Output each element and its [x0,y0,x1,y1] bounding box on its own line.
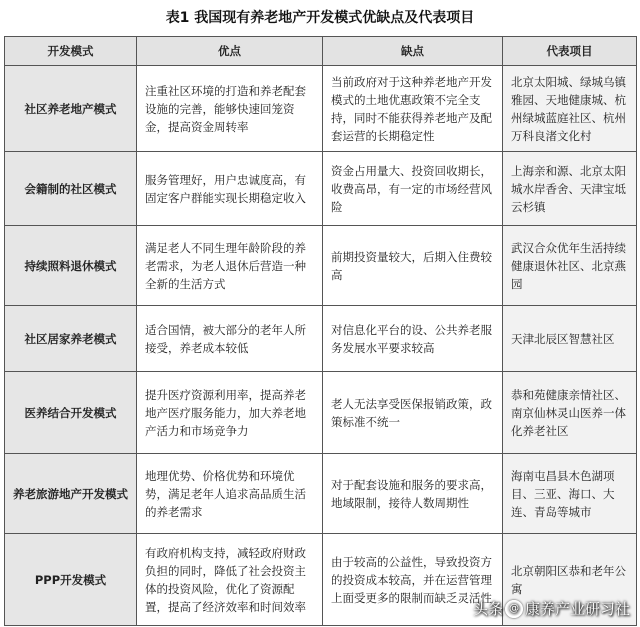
table-row [5,226,637,306]
row-pros: 满足老人不同生理年龄阶段的养老需求，为老人退休后营造一种全新的生活方式 [137,226,323,306]
header-projects: 代表项目 [503,37,637,66]
table-row [5,306,637,372]
header-model: 开发模式 [5,37,137,66]
watermark-account: 康养产业研习社 [524,600,630,618]
row-cons: 当前政府对于这种养老地产开发模式的土地优惠政策不完全支持，同时不能获得养老地产及配套运营的长期稳定性 [323,66,503,152]
table-row [5,66,637,152]
row-pros: 有政府机构支持，减轻政府财政负担的同时，降低了社会投资主体的投资风险，优化了资源配置，提高了经济效率和时间效率 [137,534,323,626]
watermark-prefix: 头条 [472,600,503,618]
row-cons: 前期投资量较大，后期入住费较高 [323,226,503,306]
row-projects: 北京太阳城、绿城乌镇雅园、天地健康城、杭州绿城蓝庭社区、杭州万科良渚文化村 [503,66,637,152]
header-cons: 缺点 [323,37,503,66]
at-icon: @ [505,600,523,618]
row-pros: 服务管理好，用户忠诚度高，有固定客户群能实现长期稳定收入 [137,152,323,226]
row-cons: 资金占用量大、投资回收期长，收费高昂，有一定的市场经营风险 [323,152,503,226]
row-cons: 对于配套设施和服务的要求高，地域限制，接待人数周期性 [323,454,503,534]
row-projects: 武汉合众优年生活持续健康退休社区、北京燕园 [503,226,637,306]
row-cons: 对信息化平台的设、公共养老服务发展水平要求较高 [323,306,503,372]
row-projects: 海南屯昌县木色湖项目、三亚、海口、大连、青岛等城市 [503,454,637,534]
table-title: 表1 我国现有养老地产开发模式优缺点及代表项目 [165,10,475,26]
row-projects: 北京朝阳区恭和老年公寓 [503,534,637,626]
table-row [5,372,637,454]
row-model: 养老旅游地产开发模式 [5,454,137,534]
row-model: 持续照料退休模式 [5,226,137,306]
row-pros: 注重社区环境的打造和养老配套设施的完善，能够快速回笼资金，提高资金周转率 [137,66,323,152]
header-pros: 优点 [137,37,323,66]
table-row [5,152,637,226]
watermark [473,598,630,619]
row-model: 社区养老地产模式 [5,66,137,152]
row-cons: 由于较高的公益性，导致投资方的投资成本较高，并在运营管理上面受更多的限制而缺乏灵活性 [323,534,503,626]
row-projects: 恭和苑健康亲情社区、南京仙林灵山医养一体化养老社区 [503,372,637,454]
row-pros: 提升医疗资源利用率，提高养老地产医疗服务能力，加大养老地产活力和市场竞争力 [137,372,323,454]
comparison-table [4,36,637,626]
row-model: 社区居家养老模式 [5,306,137,372]
row-pros: 适合国情，被大部分的老年人所接受，养老成本较低 [137,306,323,372]
row-model: PPP开发模式 [5,534,137,626]
row-model: 医养结合开发模式 [5,372,137,454]
table-header-row [5,37,637,66]
row-projects: 上海亲和源、北京太阳城水岸香舍、天津宝坻云杉镇 [503,152,637,226]
table-row [5,454,637,534]
row-projects: 天津北辰区智慧社区 [503,306,637,372]
row-cons: 老人无法享受医保报销政策，政策标准不统一 [323,372,503,454]
row-model: 会籍制的社区模式 [5,152,137,226]
row-pros: 地理优势、价格优势和环境优势，满足老年人追求高品质生活的养老需求 [137,454,323,534]
